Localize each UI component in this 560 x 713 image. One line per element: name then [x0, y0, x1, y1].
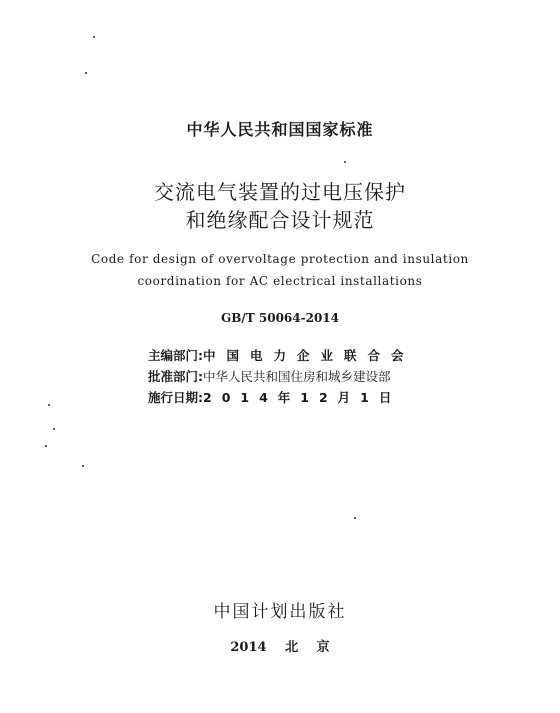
effective-date-label: 施行日期: — [148, 390, 203, 405]
scan-speck — [82, 465, 84, 467]
chief-editor-value: 中国电力企业联合会 — [203, 348, 415, 363]
publish-place: 2014 北 京 — [230, 640, 330, 655]
standard-code: GB/T 50064-2014 — [220, 311, 339, 325]
title-line-1: 交流电气装置的过电压保护 — [154, 180, 406, 204]
english-title-line-1: Code for design of overvoltage protection and insulation — [91, 252, 469, 266]
title-line-2: 和绝缘配合设计规范 — [185, 208, 375, 232]
effective-date-value: 2014年12月1日 — [203, 390, 402, 405]
scan-speck — [344, 161, 346, 163]
scan-speck — [45, 445, 47, 447]
approver-row — [148, 367, 391, 385]
approver-label: 批准部门: — [148, 369, 203, 384]
english-title-line-2: coordination for AC electrical installations — [137, 274, 423, 288]
scan-speck — [53, 428, 55, 430]
chief-editor-row — [148, 346, 415, 364]
scan-speck — [48, 404, 50, 406]
publisher: 中国计划出版社 — [213, 602, 347, 622]
standard-type: 中华人民共和国国家标准 — [186, 120, 374, 139]
scan-speck — [85, 72, 87, 74]
effective-date-row — [148, 388, 401, 406]
chief-editor-label: 主编部门: — [148, 348, 203, 363]
scan-speck — [93, 36, 95, 38]
approver-value: 中华人民共和国住房和城乡建设部 — [203, 369, 391, 384]
scan-speck — [354, 517, 356, 519]
